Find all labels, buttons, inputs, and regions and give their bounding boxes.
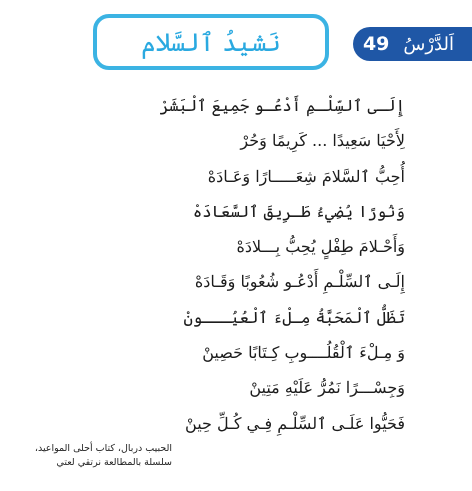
lesson-number: 49: [362, 33, 390, 55]
source-line: سلسلة بالمطالعة نرتقي لعتي: [56, 457, 172, 468]
poem-line: لِأَحْيَا سَعِيدًا ... كَرِيمًا وَحُرْ: [240, 131, 405, 151]
title-box: [93, 14, 329, 70]
poem-title: نَشيدُ ٱلسَّلام: [141, 27, 281, 57]
source-citation: [24, 442, 172, 470]
poem-line: وَجِسْـــرًا نَمُرُّ عَلَيْهِ مَتِينْ: [249, 378, 405, 398]
poem-line: فَحَيُّوا عَلَـى ٱلسِّلْـمِ فِـي كُـلِّ حِينْ: [185, 413, 405, 433]
poem-line: إِلَـى ٱلسِّلْـمِ أَدْعُـو جَمِيعَ ٱلْبَشَرْ: [159, 96, 405, 115]
lesson-tab: [353, 27, 472, 61]
poem-body: [80, 88, 405, 441]
poem-line: وَ مِـلْءَ ٱلْقُلُــــوبِ كِـتَابًا حَصِينْ: [202, 343, 405, 363]
poem-line: وَأَحْـلامَ طِفْلٍ يُحِبُّ بِـــلادَهْ: [236, 237, 405, 257]
poem-line: تَظَلُّ ٱلْمَحَبَّةُ مِـلْءَ ٱلْعُيُـــونْ: [183, 307, 405, 327]
poem-line: إِلَـى ٱلسِّلْـمِ أَدْعُـو شُعُوبًا وَقَـادَهْ: [194, 272, 405, 292]
lesson-label: اَلدَّرْسُ: [403, 33, 454, 55]
poem-line: وَنُورًا يُضِيءُ طَـرِيقَ ٱلسَّعَادَهْ: [192, 201, 405, 221]
source-line: الحبيب دربال، كتاب أحلى المواعيد،: [34, 443, 172, 454]
poem-line: أُحِبُّ ٱلسَّلامَ شِعَـــــارًا وَعَـادَهْ: [207, 166, 405, 186]
